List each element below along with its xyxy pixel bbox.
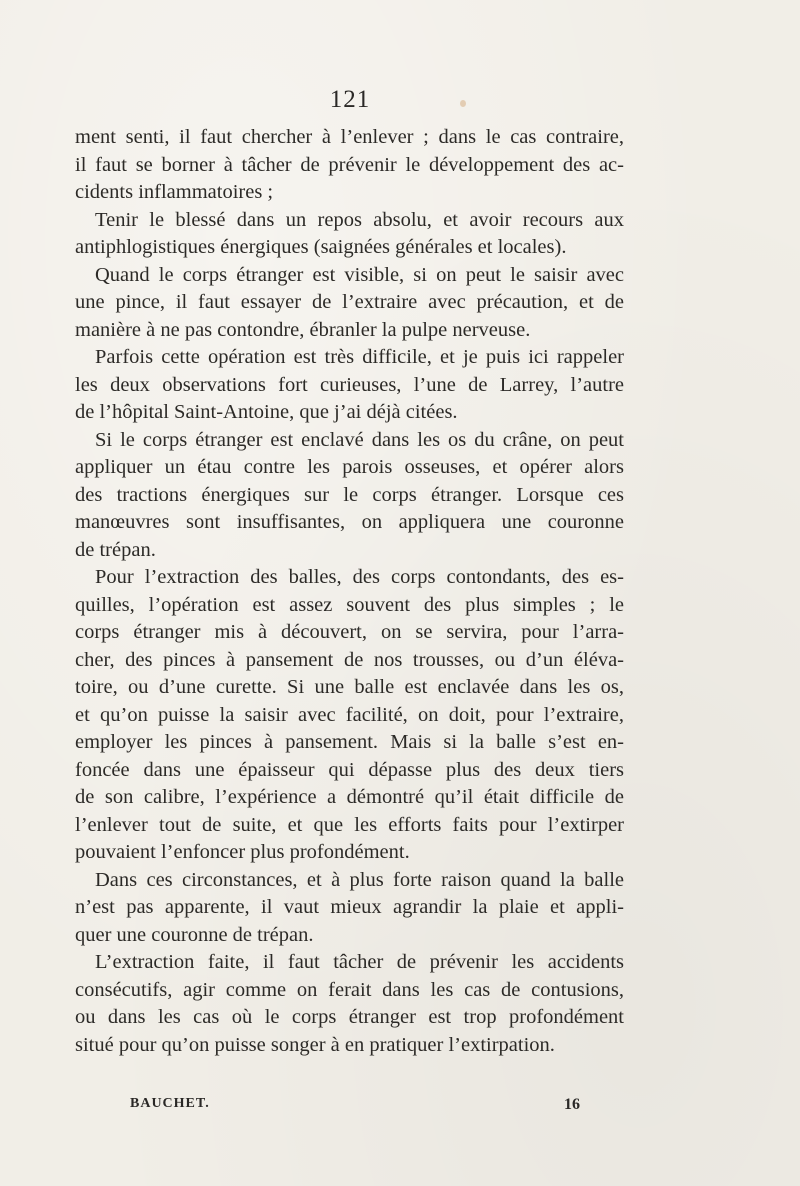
text-line: l’enlever tout de suite, et que les efforts faits pour l’extirper — [75, 813, 624, 836]
text-line: pouvaient l’enfoncer plus profondément. — [75, 841, 410, 863]
text-line: employer les pinces à pansement. Mais si la balle s’est en- — [75, 731, 624, 753]
text-line: et qu’on puisse la saisir avec facilité, on doit, pour l’extraire, — [75, 703, 624, 726]
text-line: consécutifs, agir comme on ferait dans les cas de contusions, — [75, 978, 624, 1001]
text-line: quer une couronne de trépan. — [75, 923, 314, 946]
text-line: une pince, il faut essayer de l’extraire avec précaution, et de — [75, 291, 624, 313]
text-line: ou dans les cas où le corps étranger est trop profondément — [75, 1006, 624, 1028]
printer-signature: BAUCHET. — [130, 1096, 210, 1111]
text-line: ment senti, il faut chercher à l’enlever ; dans le cas contraire, — [75, 126, 624, 148]
text-line: quilles, l’opération est assez souvent des plus simples ; le — [75, 593, 624, 616]
text-line: Quand le corps étranger est visible, si on peut le saisir avec — [95, 263, 624, 286]
text-line: Pour l’extraction des balles, des corps contondants, des es- — [95, 566, 624, 588]
text-line: corps étranger mis à découvert, on se servira, pour l’arra- — [75, 621, 624, 643]
text-line: de son calibre, l’expérience a démontré qu’il était difficile de — [75, 786, 624, 808]
text-line: toire, ou d’une curette. Si une balle est enclavée dans les os, — [75, 676, 624, 698]
body-text — [75, 124, 624, 1059]
text-line: Tenir le blessé dans un repos absolu, et avoir recours aux — [95, 208, 624, 231]
page-footer — [130, 1096, 580, 1120]
text-line: cidents inflammatoires ; — [75, 181, 274, 203]
text-line: situé pour qu’on puisse songer à en pratiquer l’extirpation. — [75, 1033, 555, 1056]
text-line: il faut se borner à tâcher de prévenir le développement des ac- — [75, 153, 624, 176]
text-line: foncée dans une épaisseur qui dépasse plus des deux tiers — [75, 758, 624, 781]
text-line: les deux observations fort curieuses, l’une de Larrey, l’autre — [75, 373, 624, 396]
text-line: Si le corps étranger est enclavé dans les os du crâne, on peut — [95, 428, 624, 451]
page-number: 121 — [329, 86, 371, 113]
text-line: antiphlogistiques énergiques (saignées générales et locales). — [75, 236, 567, 258]
text-line: appliquer un étau contre les parois osseuses, et opérer alors — [75, 456, 624, 478]
sheet-number: 16 — [564, 1096, 580, 1113]
text-line: des tractions énergiques sur le corps étranger. Lorsque ces — [75, 483, 624, 506]
text-line: Parfois cette opération est très difficile, et je puis ici rappeler — [95, 346, 624, 368]
text-line: Dans ces circonstances, et à plus forte raison quand la balle — [95, 868, 624, 891]
text-line: cher, des pinces à pansement de nos trousses, ou d’un éléva- — [75, 648, 624, 671]
text-line: de trépan. — [75, 538, 156, 561]
paper-speck — [460, 100, 466, 107]
text-line: manœuvres sont insuffisantes, on appliquera une couronne — [75, 511, 624, 533]
text-line: manière à ne pas contondre, ébranler la pulpe nerveuse. — [75, 318, 531, 341]
text-line: L’extraction faite, il faut tâcher de prévenir les accidents — [95, 951, 624, 973]
text-line: de l’hôpital Saint-Antoine, que j’ai déjà citées. — [75, 401, 458, 423]
text-line: n’est pas apparente, il vaut mieux agrandir la plaie et appli- — [75, 896, 624, 918]
